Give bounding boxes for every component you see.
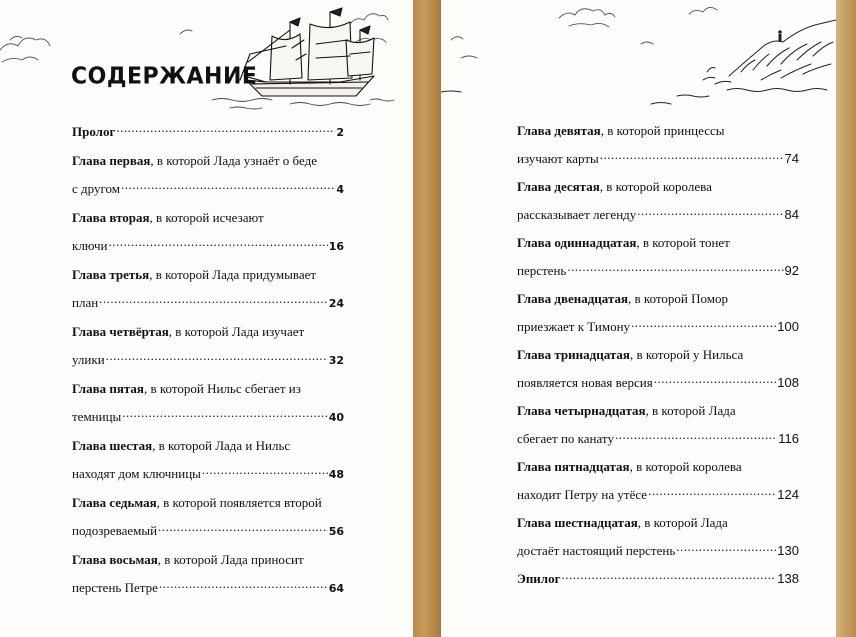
toc-chapter-title: Глава шестая: [72, 438, 153, 453]
toc-chapter-title: Глава пятнадцатая: [517, 459, 630, 474]
dot-leader: [654, 373, 777, 387]
toc-chapter-title: Эпилог: [517, 571, 561, 586]
toc-chapter-desc-cont: появляется новая версия: [517, 375, 653, 390]
toc-page-number: 124: [777, 487, 799, 502]
toc-chapter-desc: , в которой появляется второй: [156, 495, 322, 510]
toc-chapter-desc-cont: с другом: [72, 181, 120, 196]
toc-chapter-desc-cont: достаёт настоящий перстень: [517, 543, 676, 558]
toc-page-number: 116: [778, 431, 799, 446]
toc-chapter-desc: , в которой Помор: [628, 291, 729, 306]
toc-chapter-title: Глава пятая: [72, 381, 144, 396]
toc-chapter-title: Глава десятая: [517, 179, 600, 194]
toc-entry[interactable]: [517, 285, 799, 341]
sea-waves: [212, 95, 394, 109]
toc-page-number: 108: [777, 375, 799, 390]
toc-chapter-title: Глава седьмая: [72, 495, 157, 510]
toc-page-number: 64: [328, 582, 344, 595]
dot-leader: [600, 149, 784, 163]
dot-leader: [109, 236, 328, 250]
toc-entry[interactable]: [72, 489, 344, 546]
toc-entry[interactable]: [517, 341, 799, 397]
toc-chapter-desc-cont: перстень: [517, 263, 567, 278]
toc-page-number: 84: [784, 207, 799, 222]
left-page: [0, 0, 413, 637]
dot-leader: [676, 541, 776, 555]
toc-chapter-title: Глава тринадцатая: [517, 347, 630, 362]
toc-chapter-desc-cont: улики: [72, 352, 105, 367]
toc-list-left: [72, 118, 344, 603]
dot-leader: [202, 464, 328, 478]
toc-chapter-title: Глава третья: [72, 267, 150, 282]
toc-entry[interactable]: [517, 453, 799, 509]
toc-chapter-desc: , в которой принцессы: [600, 123, 725, 138]
toc-page-number: 130: [777, 543, 799, 558]
toc-chapter-desc: , в которой у Нильса: [629, 347, 744, 362]
dot-leader: [631, 317, 776, 331]
dot-leader: [615, 429, 777, 443]
toc-entry[interactable]: [72, 432, 344, 489]
toc-entry[interactable]: [72, 147, 344, 204]
dot-leader: [567, 261, 783, 275]
toc-page-number: 74: [784, 151, 799, 166]
toc-entry[interactable]: [517, 117, 799, 173]
toc-chapter-desc-cont: темницы: [72, 409, 122, 424]
toc-entry[interactable]: [517, 509, 799, 565]
page-title: СОДЕРЖАНИЕ: [71, 63, 258, 90]
sailing-ship-icon: [240, 8, 374, 96]
toc-chapter-desc-cont: ключи: [72, 238, 108, 253]
toc-chapter-desc: , в которой Лада приносит: [157, 552, 304, 567]
toc-chapter-desc: , в которой Лада и Нильс: [152, 438, 291, 453]
dot-leader: [158, 521, 328, 535]
toc-page-number: 138: [777, 571, 799, 586]
toc-chapter-desc: , в которой королева: [629, 459, 742, 474]
toc-chapter-desc-cont: подозреваемый: [72, 523, 158, 538]
toc-chapter-desc: , в которой тонет: [636, 235, 730, 250]
toc-entry[interactable]: [72, 261, 344, 318]
toc-chapter-desc: , в которой Лада узнаёт о беде: [150, 153, 317, 168]
dot-leader: [159, 578, 328, 592]
dot-leader: [562, 569, 777, 583]
toc-page-number: 48: [328, 468, 344, 481]
toc-chapter-title: Глава четвёртая: [72, 324, 169, 339]
left-page-illustration: [0, 0, 413, 120]
dot-leader: [637, 205, 783, 219]
figure-icon: [778, 30, 782, 42]
toc-chapter-desc: , в которой Нильс сбегает из: [143, 381, 301, 396]
toc-chapter-desc-cont: находит Петру на утёсе: [517, 487, 648, 502]
book-edge-right: [836, 0, 856, 637]
toc-chapter-title: Пролог: [72, 124, 116, 139]
right-page-illustration: [441, 0, 836, 120]
toc-chapter-desc-cont: рассказывает легенду: [517, 207, 637, 222]
toc-chapter-desc-cont: сбегает по канату: [517, 431, 614, 446]
toc-chapter-title: Глава вторая: [72, 210, 150, 225]
toc-chapter-desc: , в которой Лада: [645, 403, 736, 418]
cloud-sketch: [451, 7, 717, 58]
dot-leader: [648, 485, 776, 499]
toc-chapter-desc: , в которой королева: [599, 179, 712, 194]
toc-list-right: [517, 117, 799, 621]
cliff-sketch: [441, 20, 836, 104]
toc-chapter-title: Глава первая: [72, 153, 151, 168]
toc-page-number: 32: [328, 354, 344, 367]
book-gutter: [412, 0, 442, 637]
dot-leader: [116, 122, 335, 136]
toc-page-number: 24: [328, 297, 344, 310]
toc-chapter-title: Глава четырнадцатая: [517, 403, 646, 418]
toc-chapter-desc: , в которой исчезают: [149, 210, 264, 225]
toc-entry[interactable]: [517, 397, 799, 453]
dot-leader: [121, 179, 335, 193]
toc-chapter-desc-cont: план: [72, 295, 99, 310]
toc-chapter-desc-cont: находят дом ключницы: [72, 466, 201, 481]
toc-chapter-desc-cont: приезжает к Тимону: [517, 319, 631, 334]
toc-page-number: 92: [784, 263, 799, 278]
toc-chapter-title: Глава шестнадцатая: [517, 515, 638, 530]
toc-chapter-title: Глава одиннадцатая: [517, 235, 637, 250]
dot-leader: [122, 407, 327, 421]
toc-entry[interactable]: [72, 204, 344, 261]
toc-entry[interactable]: [517, 565, 799, 621]
toc-page-number: 16: [328, 240, 344, 253]
toc-entry[interactable]: [72, 318, 344, 375]
toc-chapter-desc: , в которой Лада придумывает: [149, 267, 317, 282]
toc-entry[interactable]: [72, 118, 344, 147]
toc-chapter-title: Глава восьмая: [72, 552, 158, 567]
toc-entry[interactable]: [517, 173, 799, 229]
toc-page-number: 2: [336, 126, 344, 139]
toc-page-number: 100: [777, 319, 799, 334]
right-page: [441, 0, 836, 637]
dot-leader: [106, 350, 328, 364]
toc-page-number: 4: [336, 183, 344, 196]
toc-chapter-title: Глава двенадцатая: [517, 291, 629, 306]
toc-chapter-desc: , в которой Лада изучает: [168, 324, 305, 339]
toc-entry[interactable]: [517, 229, 799, 285]
toc-entry[interactable]: [72, 375, 344, 432]
toc-chapter-title: Глава девятая: [517, 123, 601, 138]
dot-leader: [99, 293, 328, 307]
toc-chapter-desc-cont: изучают карты: [517, 151, 599, 166]
toc-page-number: 40: [328, 411, 344, 424]
toc-entry[interactable]: [72, 546, 344, 603]
toc-chapter-desc-cont: перстень Петре: [72, 580, 158, 595]
toc-page-number: 56: [328, 525, 344, 538]
toc-chapter-desc: , в которой Лада: [637, 515, 728, 530]
